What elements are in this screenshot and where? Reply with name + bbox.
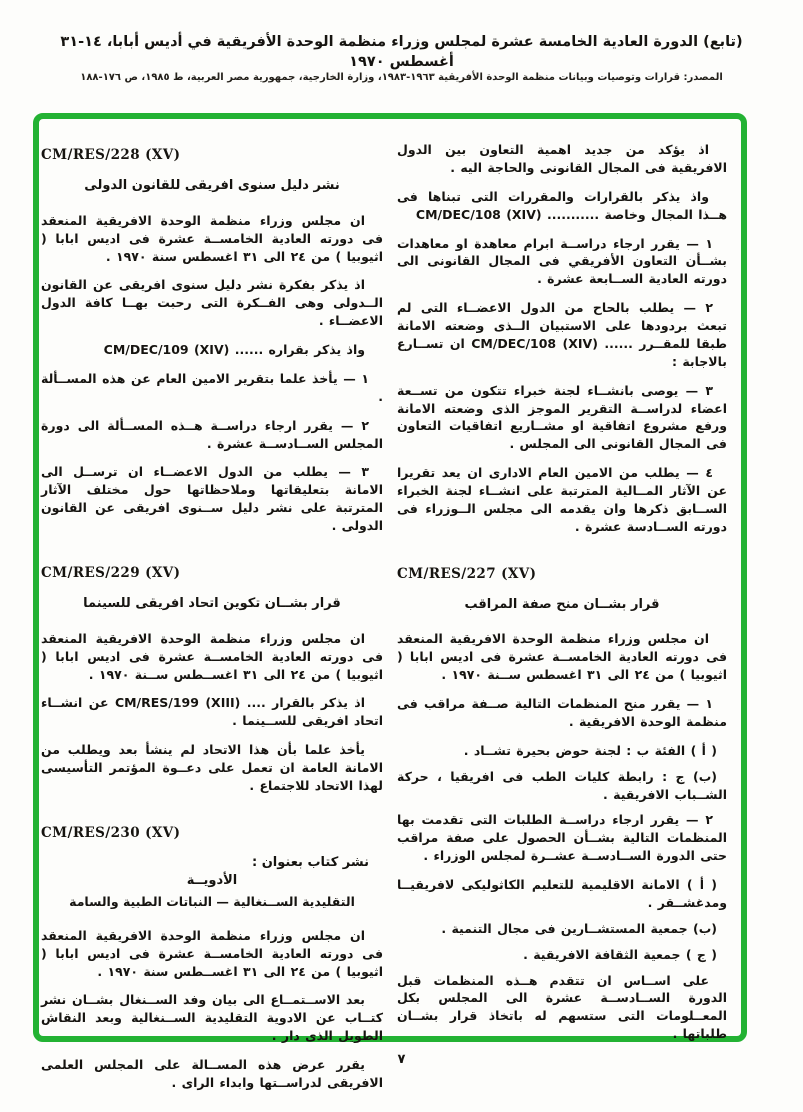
paragraph: على اســاس ان تتقدم هــذه المنظمات قبل الدورة الســادســة عشرة الى المجلس بكل المعــلومات التى ستسهم له باتخاذ قرار بشــان طلباتها . (397, 972, 727, 1042)
resolution-code-cm-res-228: CM/RES/228 (XV) (41, 147, 181, 163)
resolution-code-cm-res-229: CM/RES/229 (XV) (41, 564, 181, 581)
paragraph: ان مجلس وزراء منظمة الوحدة الافريقية المنعقد فى دورته العادية الخامســة عشرة فى اديس ابابا ( اثيوبيا ) من ٢٤ الى ٣١ اغســطس ســنة ١٩٧٠ . (41, 630, 383, 682)
resolution-item: ١ — يقرر ارجاء دراســة ابرام معاهدة او معاهدات بشــأن التعاون الأفريقي فى المجال القانونى الى دورته العادية الســابعة عشرة . (397, 235, 727, 287)
book-title: الأدويــة (186, 872, 238, 888)
book-announcement-label: نشر كتاب بعنوان : (251, 854, 369, 870)
resolution-item: ١ — يقرر منح المنظمات التالية صــفة مراقب فى منظمة الوحدة الافريقية . (397, 696, 727, 729)
sub-item: (ب) جمعية المستشــارين فى مجال التنمية . (441, 920, 717, 936)
sub-item: ( أ ) الفئة ب : لجنة حوض بحيرة تشــاد . (463, 742, 717, 758)
resolution-item: ١ — يأخذ علما بتقرير الامين العام عن هذه المســألة . (41, 370, 383, 404)
paragraph: يقرر عرض هذه المســالة على المجلس العلمى الافريقى لدراســتها وابداء الراى . (41, 1057, 383, 1090)
paragraph-with-code: اذ يذكر بالقرار .... ‎CM/RES/199 (XIII)‎ عن انشــاء اتحاد افريقى للســينما . (41, 695, 383, 729)
resolution-item: ٤ — يطلب من الامين العام الادارى ان يعد تقريرا عن الآثار المــالية المترتبة على انشــاء لجنة الخبراء الســابق ذكرها وان يقدمه الى مجلس الــوزراء فى دورته الســادسة عشرة . (397, 465, 727, 534)
paragraph-with-code: واذ يذكر بقراره ...... ‎CM/DEC/109 (XIV)‎ (103, 342, 365, 358)
paragraph: ان مجلس وزراء منظمة الوحدة الافريقية المنعقد فى دورته العادية الخامســة عشرة فى اديس ابابا ( اثيوبيا ) من ٢٤ الى ٣١ اغسطس سنة ١٩٧٠ . (41, 212, 383, 264)
highlight-border-frame (33, 113, 747, 1090)
resolution-item: ٣ — يوصى بانشــاء لجنة خبراء تتكون من تســعة اعضاء لدراســة التقرير الموجز الذى وضعته الامانة ورفع مشروع اتفاقية او مشــاريع اتفاقيات التعاون فى المجال القانونى الى المجلس . (397, 382, 727, 452)
resolution-title: قرار بشــان منح صفة المراقب (464, 596, 660, 612)
paragraph: يأخذ علما بأن هذا الاتحاد لم ينشأ بعد ويطلب من الامانة العامة ان تعمل على دعــوة المؤتمر التأسيسى لهذا الاتحاد للاجتماع . (41, 742, 383, 793)
resolution-item: ٢ — يطلب بالحاح من الدول الاعضــاء التى لم تبعث بردودها على الاستبيان الــذى وضعته الامانة طبقا للمقــرر ...... ‎CM/DEC/108 (XIV)‎ ان تســارع بالاجابة : (397, 300, 727, 369)
resolution-code-cm-res-227: CM/RES/227 (XV) (397, 565, 537, 582)
paragraph: اذ يؤكد من جديد اهمية التعاون بين الدول الافريقية فى المجال القانونى والحاجة اليه . (397, 142, 727, 175)
resolution-code-cm-res-230: CM/RES/230 (XV) (41, 824, 181, 841)
paragraph: ان مجلس وزراء منظمة الوحدة الافريقية المنعقد فى دورته العادية الخامســة عشرة فى اديس ابابا ( اثيوبيا ) من ٢٤ الى ٣١ اغســطس سنة ١٩٧٠ . (41, 927, 383, 979)
paragraph: بعد الاســتمــاع الى بيان وفد الســنغال بشــان نشر كتــاب عن الادوية التقليدية الســنغالية وبعد النقاش الطويل الذى دار . (41, 992, 383, 1044)
book-subtitle: التقليدية الســنغالية — النباتات الطبية والسامة (69, 893, 355, 909)
document-header-title: (تابع) الدورة العادية الخامسة عشرة لمجلس وزراء منظمة الوحدة الأفريقية في أديس أبابا، ١٤-٣١ أغسطس ١٩٧٠ (60, 34, 743, 71)
paragraph: اذ يذكر بفكرة نشر دليل سنوى افريقى عن القانون الــدولى وهى الفــكرة التى رحبت بهــا كافة الدول الاعضــاء . (41, 277, 383, 329)
sub-item: ( ج ) جمعية الثقافة الافريقية . (523, 946, 717, 962)
resolution-title: قرار بشــان تكوين اتحاد افريقى للسينما (83, 595, 341, 611)
page-number: ٧ (397, 1052, 406, 1067)
column-right (397, 139, 727, 1042)
resolution-title: نشر دليل سنوى افريقى للقانون الدولى (84, 178, 340, 193)
column-left (41, 139, 383, 1090)
resolution-item: ٢ — يقرر ارجاء دراســة الطلبات التى تقدمت بها المنظمات التالية بشــأن الحصول على صفة مراقب حتى الدورة الســادســة عشــرة لمجلس الوزراء . (397, 812, 727, 864)
sub-item: (ب) ج : رابطة كليات الطب فى افريقيا ، حركة الشــباب الافريقية . (397, 768, 727, 802)
paragraph-with-code: واذ يذكر بالقرارات والمقررات التى تبناها فى هــذا المجال وخاصة ........... ‎CM/DEC/108 (XIV)‎ (397, 188, 727, 222)
document-source-line: المصدر: قرارات وتوصيات وبيانات منظمة الوحدة الأفريقية ١٩٦٣-١٩٨٣، وزارة الخارجية، جمهورية مصر العربية، ط ١٩٨٥، ص ١٧٦-١٨٨ (80, 72, 723, 83)
paragraph: ان مجلس وزراء منظمة الوحدة الافريقية المنعقد فى دورته العادية الخامســة عشرة فى اديس ابابا ( اثيوبيا ) من ٢٤ الى ٣١ اغسطس ســنة ١٩٧٠ . (397, 631, 727, 683)
sub-item: ( أ ) الامانة الاقليمية للتعليم الكاثوليكى لافريقيــا ومدغشــقر . (397, 877, 727, 910)
resolution-item: ٣ — يطلب من الدول الاعضــاء ان ترســل الى الامانة بتعليقاتها وملاحظاتها حول مختلف الآثار المترتبة على نشر دليل ســنوى افريقى عن القانون الدولى . (41, 464, 383, 534)
resolution-item: ٢ — يقرر ارجاء دراســة هــذه المســألة الى دورة المجلس الســادســة عشرة . (41, 417, 383, 451)
